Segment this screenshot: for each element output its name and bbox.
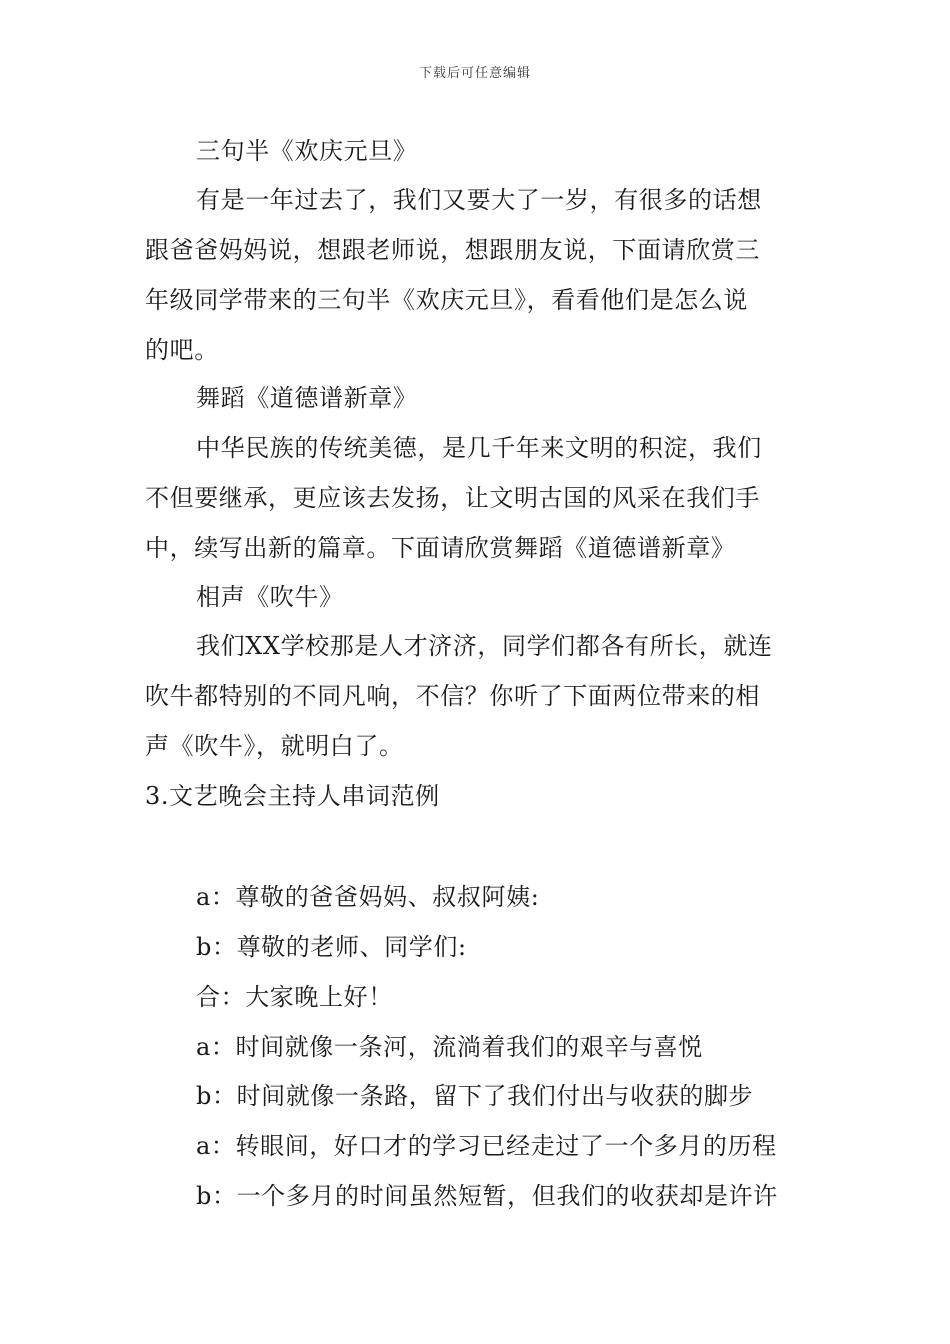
dialogue-line: a：时间就像一条河，流淌着我们的艰辛与喜悦 — [196, 1033, 703, 1061]
dialogue-line: 合：大家晚上好！ — [196, 983, 393, 1011]
paragraph-line: 的吧。 — [145, 336, 219, 364]
dialogue-line: b：尊敬的老师、同学们: — [196, 933, 467, 961]
dialogue-line: b：时间就像一条路，留下了我们付出与收获的脚步 — [196, 1082, 754, 1110]
dialogue-line: a：转眼间，好口才的学习已经走过了一个多月的历程 — [196, 1132, 777, 1160]
paragraph-line: 声《吹牛》，就明白了。 — [145, 732, 404, 760]
paragraph-line: 年级同学带来的三句半《欢庆元旦》，看看他们是怎么说 — [145, 286, 748, 314]
section-title-dance: 舞蹈《道德谱新章》 — [196, 384, 418, 412]
dialogue-line: a：尊敬的爸爸妈妈、叔叔阿姨: — [196, 883, 540, 911]
paragraph-line: 跟爸爸妈妈说，想跟老师说，想跟朋友说，下面请欣赏三 — [145, 236, 760, 264]
section-heading-3: 3.文艺晚会主持人串词范例 — [145, 782, 440, 810]
paragraph-line: 中华民族的传统美德，是几千年来文明的积淀，我们 — [196, 434, 762, 462]
paragraph-line: 不但要继承，更应该去发扬，让文明古国的风采在我们手 — [145, 484, 760, 512]
paragraph-line: 中，续写出新的篇章。下面请欣赏舞蹈《道德谱新章》 — [145, 534, 736, 562]
paragraph-line: 我们XX学校那是人才济济，同学们都各有所长，就连 — [196, 632, 773, 660]
paragraph-line: 有是一年过去了，我们又要大了一岁，有很多的话想 — [196, 186, 762, 214]
section-title-sanjuban: 三句半《欢庆元旦》 — [196, 137, 418, 165]
section-title-xiangsheng: 相声《吹牛》 — [196, 583, 344, 611]
paragraph-line: 吹牛都特别的不同凡响，不信？你听了下面两位带来的相 — [145, 682, 760, 710]
dialogue-line: b：一个多月的时间虽然短暂，但我们的收获却是许许 — [196, 1182, 778, 1210]
page-header: 下载后可任意编辑 — [418, 66, 531, 81]
